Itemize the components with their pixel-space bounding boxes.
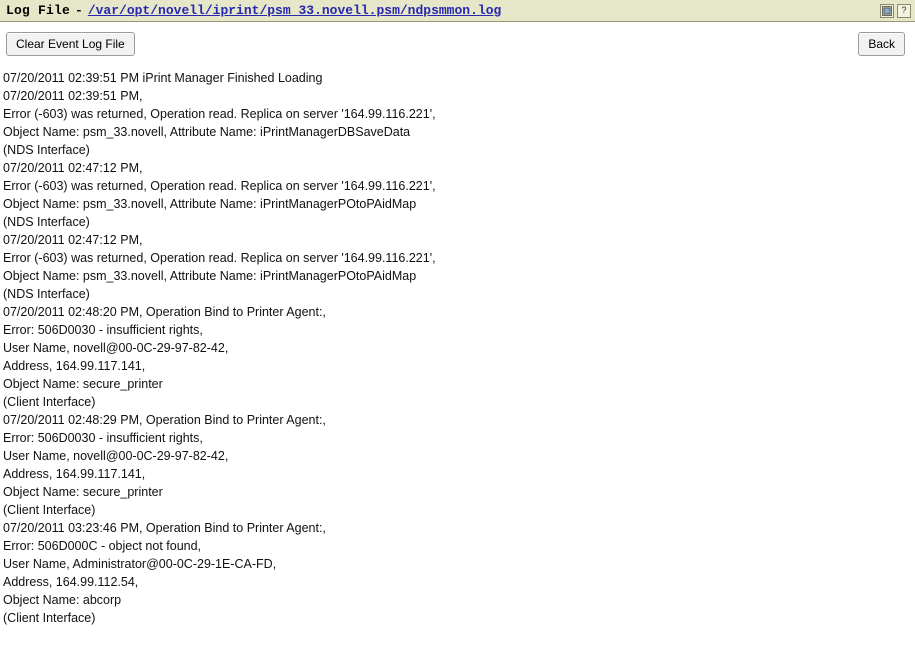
titlebar-icon-group (880, 4, 911, 18)
log-line: Object Name: psm_33.novell, Attribute Name: iPrintManagerPOtoPAidMap (3, 197, 417, 211)
log-line: Error: 506D0030 - insufficient rights, (3, 323, 203, 337)
log-line: Object Name: psm_33.novell, Attribute Name: iPrintManagerPOtoPAidMap (3, 269, 417, 283)
log-line: (NDS Interface) (3, 287, 90, 301)
log-line: Address, 164.99.112.54, (3, 575, 139, 589)
log-line: 07/20/2011 02:48:29 PM, Operation Bind to Printer Agent:, (3, 413, 326, 427)
toolbar (0, 22, 915, 66)
log-line: Error: 506D0030 - insufficient rights, (3, 431, 203, 445)
log-line: Error (-603) was returned, Operation read. Replica on server '164.99.116.221', (3, 251, 436, 265)
log-line: Error (-603) was returned, Operation read. Replica on server '164.99.116.221', (3, 107, 436, 121)
log-line: (Client Interface) (3, 611, 96, 625)
log-line: 07/20/2011 02:48:20 PM, Operation Bind to Printer Agent:, (3, 305, 326, 319)
log-line: (Client Interface) (3, 395, 96, 409)
help-icon-glyph: ? (901, 5, 907, 15)
log-line: 07/20/2011 02:47:12 PM, (3, 161, 143, 175)
log-content (0, 66, 915, 627)
log-line: 07/20/2011 03:23:46 PM, Operation Bind to Printer Agent:, (3, 521, 326, 535)
log-line: User Name, Administrator@00-0C-29-1E-CA-FD, (3, 557, 277, 571)
log-line: User Name, novell@00-0C-29-97-82-42, (3, 341, 229, 355)
log-line: Object Name: abcorp (3, 593, 122, 607)
log-line: 07/20/2011 02:47:12 PM, (3, 233, 143, 247)
restore-window-icon[interactable] (880, 4, 894, 18)
log-line: Object Name: secure_printer (3, 485, 163, 499)
log-file-path-link[interactable]: /var/opt/novell/iprint/psm_33.novell.psm/ndpsmmon.log (87, 3, 502, 18)
title-separator: - (75, 3, 83, 18)
log-line: Object Name: secure_printer (3, 377, 163, 391)
log-line: Address, 164.99.117.141, (3, 467, 146, 481)
log-line: Error (-603) was returned, Operation read. Replica on server '164.99.116.221', (3, 179, 436, 193)
log-line: Object Name: psm_33.novell, Attribute Name: iPrintManagerDBSaveData (3, 125, 411, 139)
log-line: (NDS Interface) (3, 215, 90, 229)
log-line: User Name, novell@00-0C-29-97-82-42, (3, 449, 229, 463)
help-icon[interactable] (897, 4, 911, 18)
log-line: Address, 164.99.117.141, (3, 359, 146, 373)
window-titlebar (0, 0, 915, 22)
clear-event-log-file-button[interactable]: Clear Event Log File (6, 32, 135, 56)
log-line: (NDS Interface) (3, 143, 90, 157)
window-title: Log File (6, 3, 71, 18)
log-line: 07/20/2011 02:39:51 PM iPrint Manager Finished Loading (3, 71, 323, 85)
log-line: 07/20/2011 02:39:51 PM, (3, 89, 143, 103)
log-line: Error: 506D000C - object not found, (3, 539, 202, 553)
back-button[interactable]: Back (858, 32, 905, 56)
log-line: (Client Interface) (3, 503, 96, 517)
